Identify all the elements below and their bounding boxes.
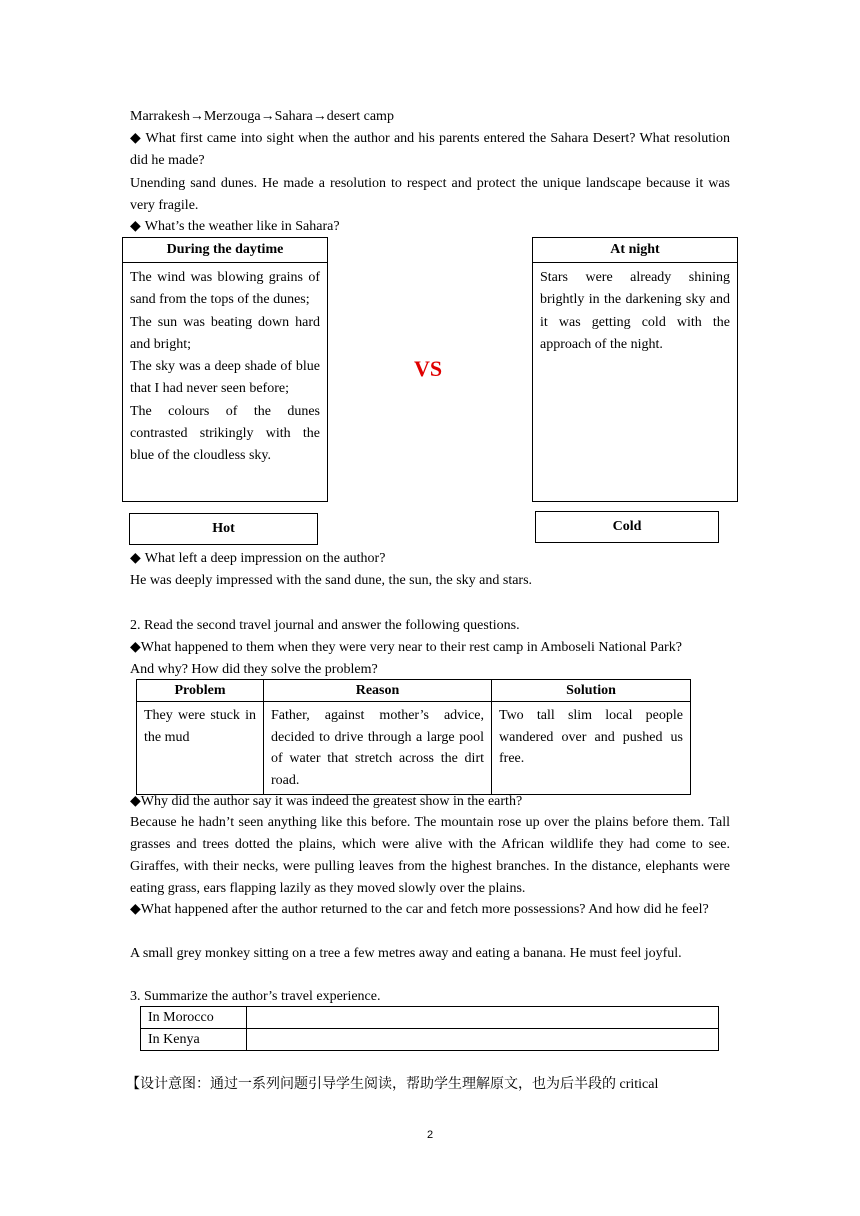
question-weather: [130, 216, 730, 238]
cold-label: Cold: [535, 511, 719, 543]
table-header: Solution: [492, 680, 691, 702]
question-text: What left a deep impression on the author?: [144, 551, 386, 566]
bullet-icon: ◆: [130, 902, 141, 917]
design-note: 【设计意图：通过一系列问题引导学生阅读，帮助学生理解原文，也为后半段的 critical: [126, 1077, 659, 1092]
summary-table: [140, 1006, 719, 1051]
bullet-icon: ◆: [130, 640, 141, 655]
question-rest-camp: [130, 637, 730, 659]
bullet-icon: ◆: [130, 131, 142, 146]
answer-impression: He was deeply impressed with the sand dune, the sun, the sky and stars.: [130, 573, 533, 588]
row-label: In Kenya: [141, 1029, 247, 1051]
table-header: Problem: [137, 680, 264, 702]
table-cell: They were stuck in the mud: [137, 702, 264, 795]
problem-table: [136, 679, 691, 795]
row-value[interactable]: [247, 1029, 719, 1051]
table-header: Reason: [264, 680, 492, 702]
answer-monkey: A small grey monkey sitting on a tree a few metres away and eating a banana. He must feel joyful.: [130, 946, 682, 961]
page-number: 2: [426, 1129, 434, 1141]
question-text: What’s the weather like in Sahara?: [144, 219, 340, 234]
route-line: Marrakesh→Merzouga→Sahara→desert camp: [130, 109, 394, 124]
daytime-body: [123, 263, 327, 472]
section3-heading: 3. Summarize the author’s travel experience.: [130, 989, 381, 1004]
table-cell: Two tall slim local people wandered over and pushed us free.: [492, 702, 691, 795]
table-cell: Father, against mother’s advice, decided to drive through a large pool of water that stretch across the dirt road.: [264, 702, 492, 795]
question-rest-camp-cont: And why? How did they solve the problem?: [130, 662, 378, 677]
daytime-box: [122, 237, 328, 502]
night-header: At night: [533, 238, 737, 263]
table-row: [137, 702, 691, 795]
daytime-line: The wind was blowing grains of sand from the tops of the dunes;: [130, 270, 320, 308]
question-text: Why did the author say it was indeed the greatest show in the earth?: [140, 794, 523, 809]
daytime-line: The sun was beating down hard and bright;: [130, 314, 320, 352]
question-text: What happened to them when they were very near to their rest camp in Amboseli National Park?: [140, 640, 682, 655]
question-greatest-show: [130, 791, 730, 813]
daytime-line: The colours of the dunes contrasted strikingly with the blue of the cloudless sky.: [130, 403, 320, 464]
table-row: [141, 1007, 719, 1029]
question-text: What first came into sight when the author and his parents entered the Sahara Desert? What resolution did he made?: [130, 131, 730, 168]
bullet-icon: ◆: [130, 219, 141, 234]
table-header-row: [137, 680, 691, 702]
night-box: [532, 237, 738, 502]
daytime-header: During the daytime: [123, 238, 327, 263]
question-impression: [130, 548, 730, 570]
daytime-line: The sky was a deep shade of blue that I had never seen before;: [130, 359, 320, 397]
question-monkey: [130, 899, 730, 921]
question-text: What happened after the author returned to the car and fetch more possessions? And how did he feel?: [140, 902, 709, 917]
table-row: [141, 1029, 719, 1051]
section2-heading: 2. Read the second travel journal and answer the following questions.: [130, 618, 520, 633]
hot-label: Hot: [129, 513, 318, 545]
vs-label: VS: [414, 356, 443, 381]
answer-first-sight: Unending sand dunes. He made a resolution to respect and protect the unique landscape because it was very fragile.: [130, 176, 730, 213]
bullet-icon: ◆: [130, 551, 141, 566]
answer-greatest-show: Because he hadn’t seen anything like this before. The mountain rose up over the plains before them. Tall grasses and trees dotted the plains, which were alive with the African wildlife they had come to see. Giraffes, with their necks, were pulling leaves from the highest branches. In the distance, elephants were eating grass, ears flapping lazily as they moved slowly over the plains.: [130, 815, 730, 896]
bullet-icon: ◆: [130, 794, 141, 809]
row-label: In Morocco: [141, 1007, 247, 1029]
question-first-sight: [130, 128, 730, 172]
night-body: Stars were already shining brightly in the darkening sky and it was getting cold with the approach of the night.: [540, 270, 730, 352]
row-value[interactable]: [247, 1007, 719, 1029]
